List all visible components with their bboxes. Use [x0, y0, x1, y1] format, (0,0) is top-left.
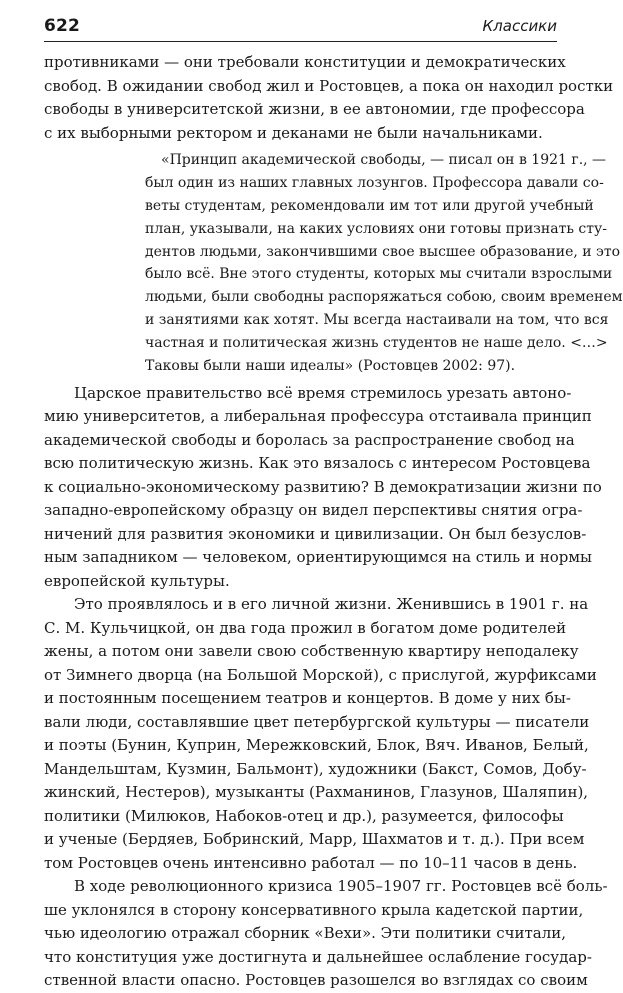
- text-line: с их выборными ректором и деканами не были начальниками.: [44, 123, 543, 142]
- text-line: к социально-экономическому развитию? В демократизации жизни по: [44, 477, 602, 496]
- text-line: ным западником — человеком, ориентирующимся на стиль и нормы: [44, 548, 592, 567]
- text-line: политики (Милюков, Набоков-отец и др.), разумеется, философы: [44, 806, 564, 825]
- page-header: [44, 14, 557, 40]
- text-line: В ходе революционного кризиса 1905–1907 гг. Ростовцев всё боль-: [74, 877, 608, 896]
- quote-line: «Принцип академической свободы, — писал он в 1921 г., —: [161, 152, 607, 168]
- text-line: С. М. Кульчицкой, он два года прожил в богатом доме родителей: [44, 618, 567, 637]
- text-line: Это проявлялось и в его личной жизни. Женившись в 1901 г. на: [74, 595, 589, 614]
- text-line: мию университетов, а либеральная профессура отстаивала принцип: [44, 407, 592, 426]
- text-line: европейской культуры.: [44, 571, 230, 590]
- quote-line: веты студентам, рекомендовали им тот или другой учебный: [145, 197, 594, 214]
- text-line: свобод. В ожидании свобод жил и Ростовцев, а пока он находил ростки: [44, 76, 614, 95]
- text-line: от Зимнего дворца (на Большой Морской), с прислугой, журфиксами: [44, 665, 597, 684]
- quote-line: частная и политическая жизнь студентов не наше дело. <…>: [145, 335, 608, 352]
- paragraph: [44, 382, 602, 594]
- paragraph: [44, 51, 614, 145]
- text-line: ничений для развития экономики и цивилизации. Он был безуслов-: [44, 524, 587, 543]
- text-line: всю политическую жизнь. Как это вязалось с интересом Ростовцева: [44, 454, 591, 473]
- text-line: Мандельштам, Кузмин, Бальмонт), художники (Бакст, Сомов, Добу-: [44, 759, 587, 778]
- paragraph: [44, 593, 597, 875]
- quote-line: Таковы были наши идеалы» (Ростовцев 2002: 97).: [145, 358, 516, 375]
- text-line: том Ростовцев очень интенсивно работал — по 10–11 часов в день.: [44, 853, 578, 872]
- text-line: жинский, Нестеров), музыканты (Рахманинов, Глазунов, Шаляпин),: [44, 783, 589, 802]
- header-rule: [44, 41, 557, 42]
- text-line: академической свободы и боролась за распространение свобод на: [44, 430, 575, 449]
- quote-line: план, указывали, на каких условиях они готовы признать сту-: [145, 220, 607, 237]
- text-line: и поэты (Бунин, Куприн, Мережковский, Блок, Вяч. Иванов, Белый,: [44, 736, 589, 755]
- page-body: [44, 51, 623, 993]
- text-line: ственной власти опасно. Ростовцев разошелся во взглядах со своим: [44, 971, 588, 990]
- text-line: и ученые (Бердяев, Бобринский, Марр, Шахматов и т. д.). При всем: [44, 830, 585, 849]
- text-line: и постоянным посещением театров и концертов. В доме у них бы-: [44, 689, 571, 708]
- text-line: что конституция уже достигнута и дальнейшее ослабление государ-: [44, 947, 592, 966]
- text-line: противниками — они требовали конституции и демократических: [44, 53, 566, 71]
- running-title: Классики: [482, 17, 557, 35]
- quote-line: было всё. Вне этого студенты, которых мы считали взрослыми: [145, 266, 613, 283]
- text-line: свободы в университетской жизни, в ее автономии, где профессора: [44, 100, 585, 118]
- paragraph: [44, 875, 608, 993]
- text-line: жены, а потом они завели свою собственную квартиру неподалеку: [44, 642, 579, 661]
- block-quote: [145, 149, 623, 378]
- text-line: вали люди, составлявшие цвет петербургской культуры — писатели: [44, 712, 590, 731]
- text-line: чью идеологию отражал сборник «Вехи». Эти политики считали,: [44, 924, 567, 943]
- quote-line: дентов людьми, закончившими свое высшее образование, и это: [145, 243, 621, 260]
- quote-line: был один из наших главных лозунгов. Профессора давали со-: [145, 174, 604, 191]
- text-line: западно-европейскому образцу он видел перспективы снятия огра-: [44, 501, 583, 520]
- quote-line: и занятиями как хотят. Мы всегда настаивали на том, что вся: [145, 312, 609, 329]
- text-line: Царское правительство всё время стремилось урезать автоно-: [74, 383, 572, 402]
- quote-line: людьми, были свободны распоряжаться собою, своим временем: [145, 289, 623, 306]
- page-number: 622: [44, 16, 81, 36]
- text-line: ше уклонялся в сторону консервативного крыла кадетской партии,: [44, 900, 584, 919]
